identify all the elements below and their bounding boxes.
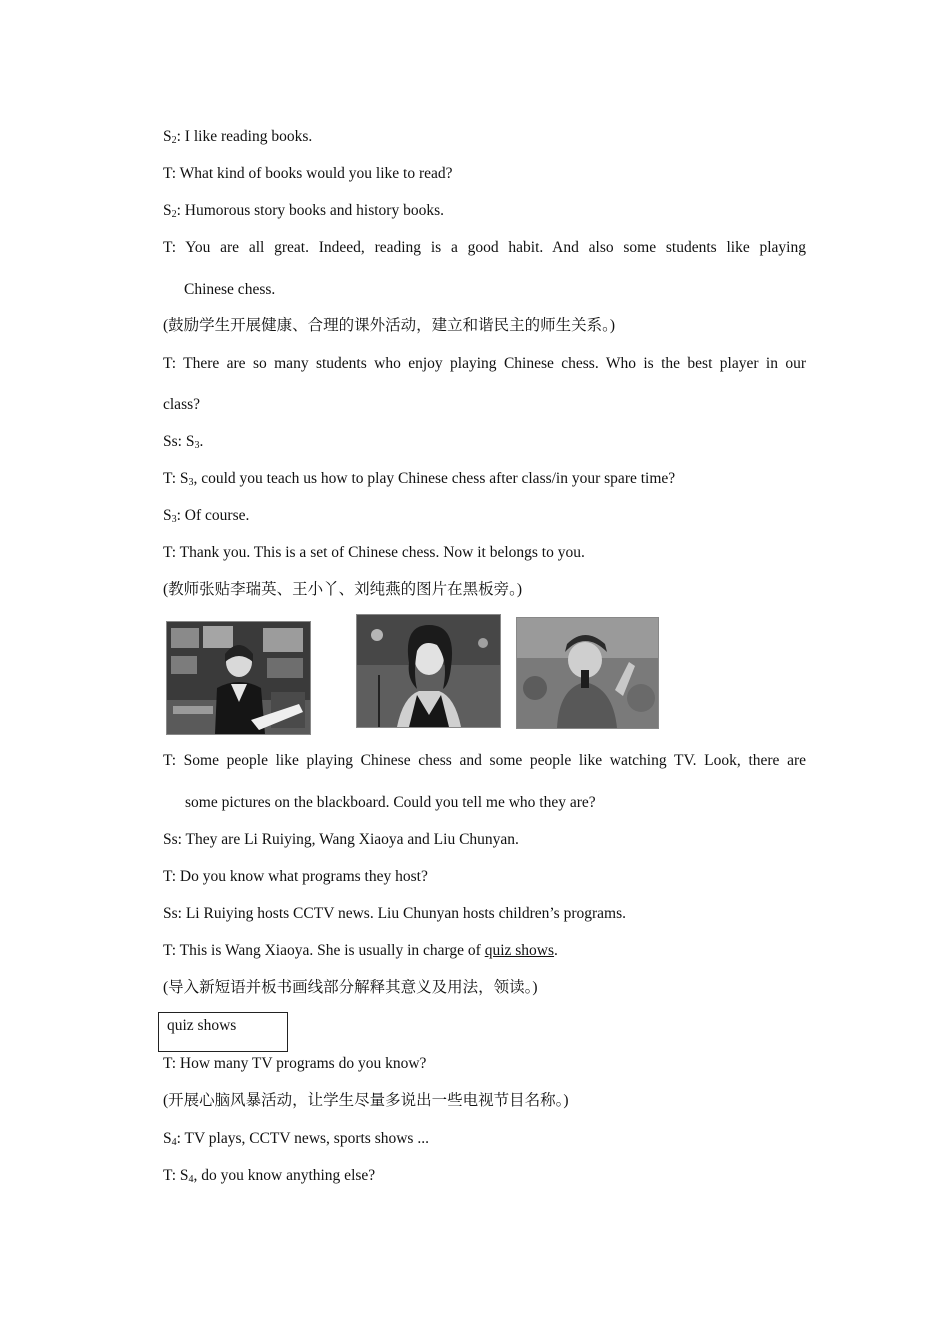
note-new-phrase: (导入新短语并板书画线部分解释其意义及用法，领读。) bbox=[163, 979, 538, 996]
line-t-you-are-great: T: You are all great. Indeed, reading is a good habit. And also some students like playing bbox=[163, 239, 806, 256]
note-encourage: (鼓励学生开展健康、合理的课外活动，建立和谐民主的师生关系。) bbox=[163, 317, 616, 334]
line-t-so-many-students-cont: class? bbox=[163, 396, 201, 413]
line-ss-hosts: Ss: Li Ruiying hosts CCTV news. Liu Chunyan hosts children’s programs. bbox=[163, 905, 626, 922]
note-brainstorm: (开展心脑风暴活动，让学生尽量多说出一些电视节目名称。) bbox=[163, 1092, 569, 1109]
line-s2-humorous: $S_2$: Humorous story books and history books. bbox=[163, 202, 444, 220]
photo-li-ruiying bbox=[166, 621, 311, 735]
line-t-s4-anything: T: $S_4$, do you know anything else? bbox=[163, 1167, 376, 1185]
note-post-pictures: (教师张贴李瑞英、王小丫、刘纯燕的图片在黑板旁。) bbox=[163, 581, 523, 598]
blackboard-box bbox=[158, 1012, 288, 1052]
line-t-some-people: T: Some people like playing Chinese chess and some people like watching TV. Look, there are bbox=[163, 752, 806, 769]
line-s3-of-course: $S_3$: Of course. bbox=[163, 507, 250, 525]
blackboard-box-text: quiz shows bbox=[167, 1017, 237, 1034]
photo-wang-xiaoya bbox=[356, 614, 501, 728]
line-t-you-are-great-cont: Chinese chess. bbox=[184, 281, 276, 298]
line-t-wang-xiaoya: T: This is Wang Xiaoya. She is usually in charge of quiz shows. bbox=[163, 942, 558, 959]
line-t-what-programs: T: Do you know what programs they host? bbox=[163, 868, 428, 885]
photo-liu-chunyan bbox=[516, 617, 659, 729]
line-t-some-people-cont: some pictures on the blackboard. Could you tell me who they are? bbox=[185, 794, 596, 811]
line-t-what-books: T: What kind of books would you like to read? bbox=[163, 165, 453, 182]
line-s2-reading: $S_2$: I like reading books. bbox=[163, 128, 313, 146]
underlined-phrase: quiz shows bbox=[484, 942, 555, 959]
line-t-so-many-students: T: There are so many students who enjoy playing Chinese chess. Who is the best player in our bbox=[163, 355, 806, 372]
line-t-thank-you: T: Thank you. This is a set of Chinese chess. Now it belongs to you. bbox=[163, 544, 585, 561]
line-s4-tv-plays: $S_4$: TV plays, CCTV news, sports shows ... bbox=[163, 1130, 429, 1148]
line-ss-they-are: Ss: They are Li Ruiying, Wang Xiaoya and Liu Chunyan. bbox=[163, 831, 519, 848]
line-t-how-many: T: How many TV programs do you know? bbox=[163, 1055, 427, 1072]
line-t-s3-teach: T: $S_3$, could you teach us how to play Chinese chess after class/in your spare time? bbox=[163, 470, 676, 488]
line-ss-s3: Ss: $S_3$. bbox=[163, 433, 204, 451]
